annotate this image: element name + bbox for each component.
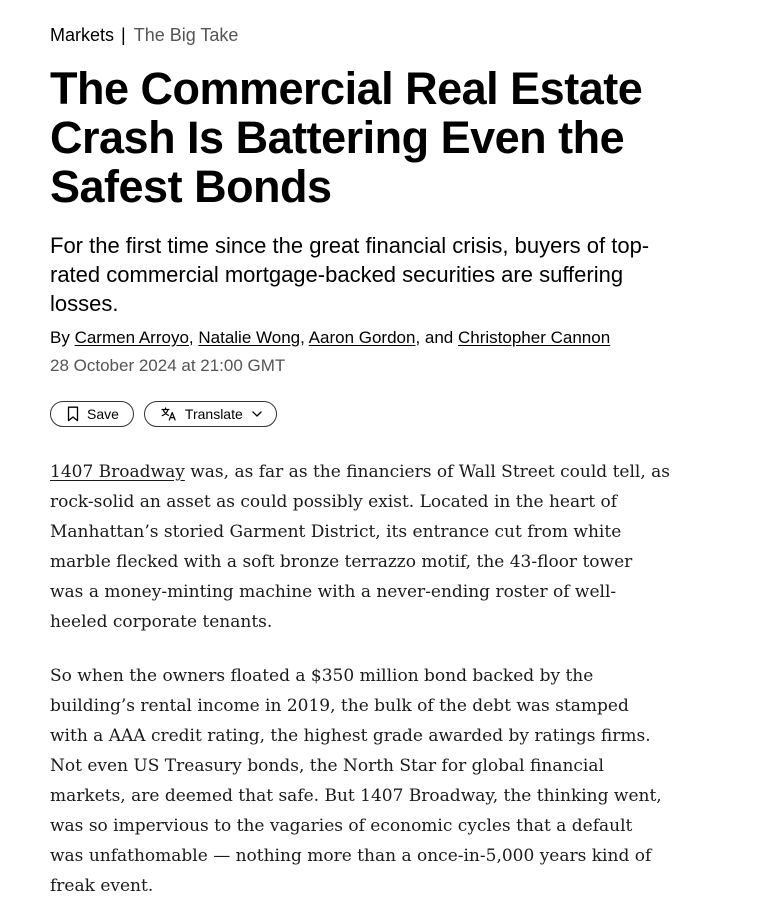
breadcrumb xyxy=(50,22,690,48)
article-paragraph xyxy=(50,457,670,637)
save-button[interactable] xyxy=(50,401,134,427)
byline-prefix: By xyxy=(50,328,70,347)
byline-comma: , xyxy=(300,328,305,347)
breadcrumb-section-link[interactable]: The Big Take xyxy=(133,25,239,45)
chevron-down-icon xyxy=(252,411,262,417)
byline-comma: , xyxy=(188,328,194,347)
author-link-natalie-wong[interactable]: Natalie Wong xyxy=(198,328,301,347)
save-button-label: Save xyxy=(87,406,119,422)
bookmark-icon xyxy=(67,406,79,422)
building-link-1407-broadway[interactable]: 1407 Broadway xyxy=(50,462,185,482)
article-actions xyxy=(50,401,690,427)
translate-button-label: Translate xyxy=(184,406,243,422)
author-link-carmen-arroyo[interactable]: Carmen Arroyo xyxy=(74,328,189,347)
author-link-aaron-gordon[interactable]: Aaron Gordon xyxy=(308,328,416,347)
translate-icon xyxy=(161,407,177,421)
article-dek: For the first time since the great financial crisis, buyers of top-rated commercial mortgage-backed securities are suffering losses. xyxy=(50,233,650,316)
breadcrumb-separator: | xyxy=(121,25,126,45)
publish-date: 28 October 2024 at 21:00 GMT xyxy=(50,356,286,375)
breadcrumb-category-link[interactable]: Markets xyxy=(50,25,115,45)
byline-and: , and xyxy=(415,328,454,347)
translate-button[interactable] xyxy=(144,401,277,427)
article-body xyxy=(50,457,670,901)
headline: The Commercial Real Estate Crash Is Battering Even the Safest Bonds xyxy=(50,63,643,212)
byline xyxy=(50,325,690,350)
paragraph-text: was, as far as the financiers of Wall Street could tell, as rock-solid an asset as could possibly exist. Located in the heart of Manhattan’s storied Garment District, its entrance cut from white marble flecked with a soft bronze terrazzo motif, the 43-floor tower was a money-minting machine with a never-ending roster of well-heeled corporate tenants. xyxy=(50,462,670,632)
article-page xyxy=(50,22,690,901)
article-paragraph: So when the owners floated a $350 million bond backed by the building’s rental income in 2019, the bulk of the debt was stamped with a AAA credit rating, the highest grade awarded by ratings firms. Not even US Treasury bonds, the North Star for global financial markets, are deemed that safe. But 1407 Broadway, the thinking went, was so impervious to the vagaries of economic cycles that a default was unfathomable — nothing more than a once-in-5,000 years kind of freak event. xyxy=(50,666,662,896)
author-link-christopher-cannon[interactable]: Christopher Cannon xyxy=(458,328,611,347)
